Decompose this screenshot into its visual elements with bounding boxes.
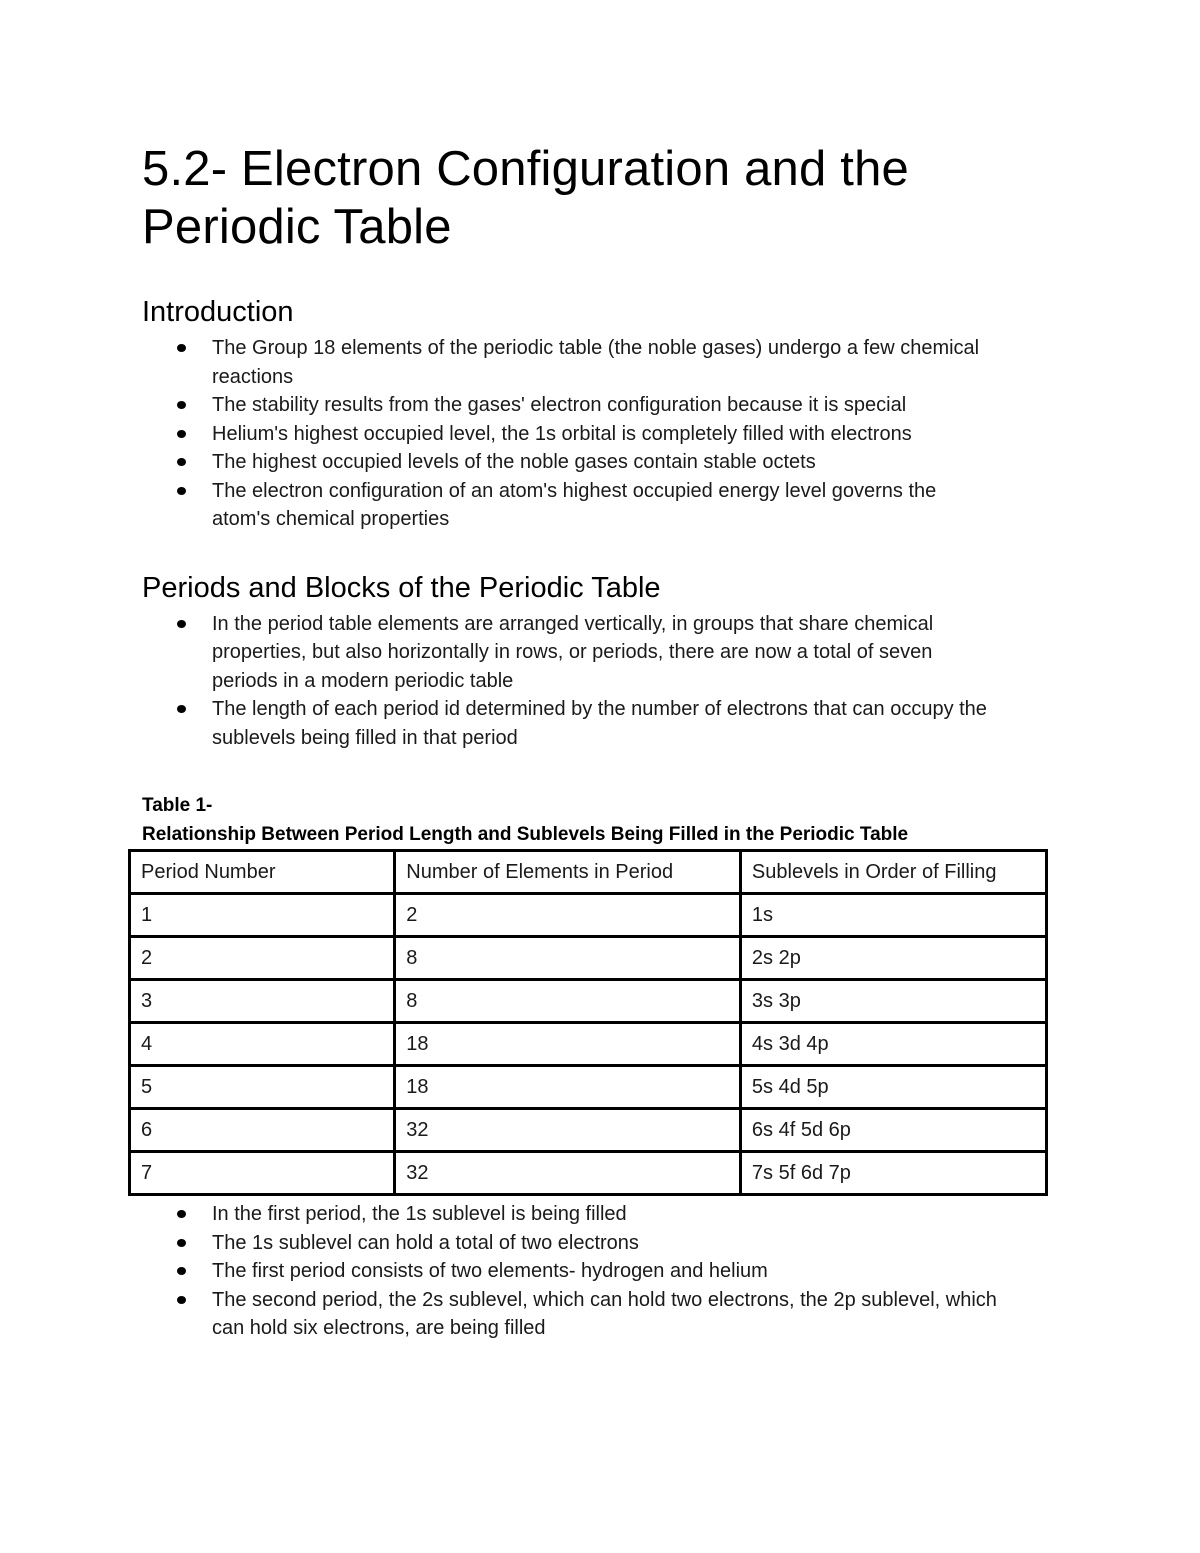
table-row: [130, 894, 1047, 937]
bullet-icon: [177, 1239, 186, 1247]
list-item: In the period table elements are arranged vertically, in groups that share chemical properties, but also horizontally in rows, or periods, there are now a total of seven periods in a modern periodic table: [142, 610, 1072, 696]
bullet-icon: [177, 458, 186, 466]
table-row: [130, 1152, 1047, 1195]
table-row: [130, 1066, 1047, 1109]
table-cell: 1s: [740, 894, 1046, 937]
table-cell: 2: [395, 894, 741, 937]
table-row: [130, 1109, 1047, 1152]
table-cell: 5s 4d 5p: [740, 1066, 1046, 1109]
list-item: The 1s sublevel can hold a total of two electrons: [142, 1229, 1072, 1258]
table-cell: 8: [395, 980, 741, 1023]
periods-bullet-list: [142, 610, 1072, 753]
after-table-bullet-list: [142, 1200, 1072, 1343]
list-item: The Group 18 elements of the periodic table (the noble gases) undergo a few chemical reactions: [142, 334, 1072, 391]
table-header-row: [130, 851, 1047, 894]
header-cell-number-of-elements: Number of Elements in Period: [395, 851, 741, 894]
table-cell: 18: [395, 1023, 741, 1066]
list-item: The second period, the 2s sublevel, which can hold two electrons, the 2p sublevel, which can hold six electrons, are being filled: [142, 1286, 1072, 1343]
table-cell: 6: [130, 1109, 395, 1152]
table-cell: 18: [395, 1066, 741, 1109]
bullet-icon: [177, 1267, 186, 1275]
table-caption-title: Relationship Between Period Length and Sublevels Being Filled in the Periodic Table: [142, 823, 909, 845]
header-cell-period-number: Period Number: [130, 851, 395, 894]
bullet-icon: [177, 620, 186, 628]
header-cell-sublevels: Sublevels in Order of Filling: [740, 851, 1046, 894]
table-row: [130, 937, 1047, 980]
table-cell: 5: [130, 1066, 395, 1109]
bullet-icon: [177, 487, 186, 495]
page-title-text: 5.2- Electron Configuration and the Periodic Table: [142, 142, 909, 254]
table-caption-label: Table 1-: [142, 795, 213, 816]
table-row: [130, 1023, 1047, 1066]
page-title: [142, 140, 1072, 256]
bullet-icon: [177, 344, 186, 352]
list-item: In the first period, the 1s sublevel is being filled: [142, 1200, 1072, 1229]
list-item: The first period consists of two elements- hydrogen and helium: [142, 1257, 1072, 1286]
table-caption: [142, 792, 1072, 849]
table-cell: 3: [130, 980, 395, 1023]
period-length-table: [128, 849, 1048, 1196]
bullet-icon: [177, 1296, 186, 1304]
list-item: Helium's highest occupied level, the 1s orbital is completely filled with electrons: [142, 420, 1072, 449]
table-cell: 8: [395, 937, 741, 980]
list-item: The electron configuration of an atom's highest occupied energy level governs the atom's chemical properties: [142, 477, 1072, 534]
table-cell: 3s 3p: [740, 980, 1046, 1023]
table-cell: 1: [130, 894, 395, 937]
introduction-bullet-list: [142, 334, 1072, 534]
table-cell: 2: [130, 937, 395, 980]
bullet-icon: [177, 705, 186, 713]
document-page: [142, 140, 1072, 1343]
table-cell: 4s 3d 4p: [740, 1023, 1046, 1066]
table-cell: 2s 2p: [740, 937, 1046, 980]
table-cell: 32: [395, 1152, 741, 1195]
table-cell: 4: [130, 1023, 395, 1066]
section-heading-introduction: Introduction: [142, 296, 294, 328]
bullet-icon: [177, 430, 186, 438]
section-heading-periods-and-blocks: Periods and Blocks of the Periodic Table: [142, 571, 661, 604]
table-cell: 7: [130, 1152, 395, 1195]
list-item: The highest occupied levels of the noble gases contain stable octets: [142, 448, 1072, 477]
table-cell: 32: [395, 1109, 741, 1152]
table-cell: 6s 4f 5d 6p: [740, 1109, 1046, 1152]
bullet-icon: [177, 1210, 186, 1218]
list-item: The stability results from the gases' electron configuration because it is special: [142, 391, 1072, 420]
list-item: The length of each period id determined by the number of electrons that can occupy the sublevels being filled in that period: [142, 695, 1072, 752]
table-cell: 7s 5f 6d 7p: [740, 1152, 1046, 1195]
table-row: [130, 980, 1047, 1023]
bullet-icon: [177, 401, 186, 409]
